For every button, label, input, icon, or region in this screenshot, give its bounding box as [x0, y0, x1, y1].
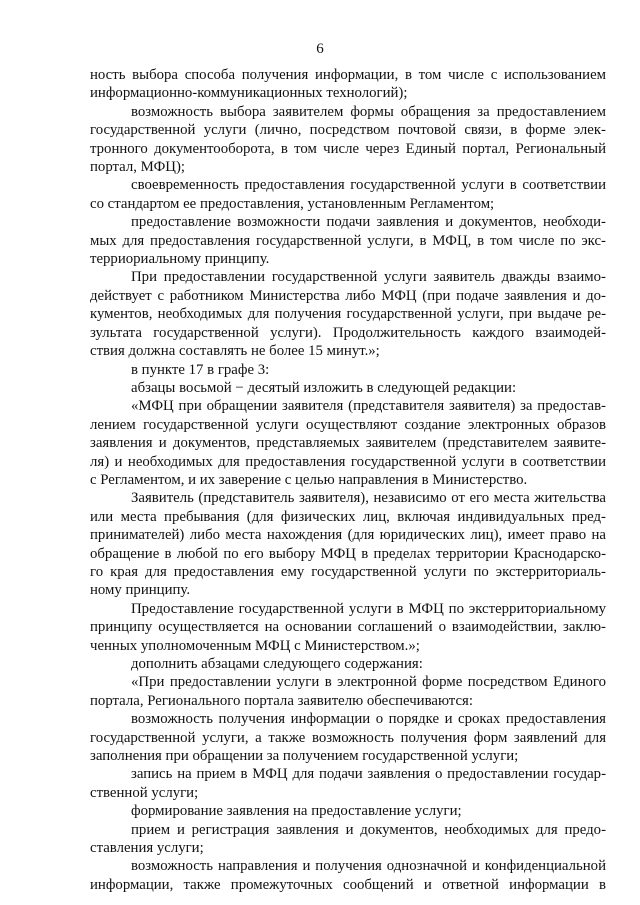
text-line: формирование заявления на предоставление услуги; — [131, 803, 462, 820]
text-line: терриориальному принципу. — [90, 251, 270, 268]
text-line: ность выбора способа получения информации, в том числе с использованием — [90, 67, 606, 83]
text-line: или места пребывания (для физических лиц, включая индивидуальных пред- — [90, 508, 606, 525]
text-line: абзацы восьмой − десятый изложить в следующей редакции: — [131, 379, 517, 396]
text-line: действует с работником Министерства либо МФЦ (при подаче заявления и до- — [90, 287, 606, 304]
text-line: Предоставление государственной услуги в МФЦ по экстерриториальному — [131, 600, 606, 617]
text-line: кументов, необходимых для получения государственной услуги, при выдаче ре- — [90, 306, 606, 323]
text-line: «При предоставлении услуги в электронной форме посредством Единого — [131, 674, 606, 691]
text-line: Заявитель (представитель заявителя), независимо от его места жительства — [131, 490, 606, 507]
text-line: информации, также промежуточных сообщений и ответной информации в — [90, 876, 606, 893]
text-line: «МФЦ при обращении заявителя (представителя заявителя) за предостав- — [131, 398, 606, 415]
text-line: портал, МФЦ); — [90, 159, 186, 176]
text-line: зультата государственной услуги). Продолжительность каждого взаимодей- — [90, 324, 606, 341]
page-number: 6 — [316, 41, 324, 57]
text-line: своевременность предоставления государственной услуги в соответствии — [131, 177, 606, 194]
text-line: ному принципу. — [90, 582, 191, 599]
text-line: государственной услуги, а также возможность получения форм заявлений для — [90, 729, 606, 746]
text-line: го края для предоставления ему государственной услуги по экстерриториаль- — [90, 563, 606, 580]
text-line: ля) и необходимых для предоставления государственной услуги в соответствии — [90, 453, 606, 470]
text-line: принимателей) либо места нахождения (для юридических лиц), имеет право на — [90, 527, 606, 544]
text-line: со стандартом ее предоставления, установленным Регламентом; — [90, 195, 495, 212]
text-line: ставления услуги; — [90, 840, 204, 857]
text-line: заполнения при обращении за получением государственной услуги; — [90, 748, 519, 765]
text-line: дополнить абзацами следующего содержания: — [131, 656, 423, 672]
text-line: мых для предоставления государственной услуги, в МФЦ, в том числе по экс- — [90, 232, 606, 249]
text-line: запись на прием в МФЦ для подачи заявления о предоставлении государ- — [131, 766, 606, 783]
text-line: государственной услуги (лично, посредством почтовой связи, в форме элек- — [90, 122, 606, 139]
text-line: возможность выбора заявителем формы обращения за предоставлением — [131, 103, 606, 120]
text-line: ченных уполномоченным МФЦ с Министерством.»; — [90, 637, 420, 654]
text-line: При предоставлении государственной услуги заявитель дважды взаимо- — [131, 269, 606, 286]
text-line: прием и регистрация заявления и документов, необходимых для предо- — [131, 821, 606, 838]
text-line: ствия должна составлять не более 15 минут.»; — [90, 343, 380, 360]
text-line: ственной услуги; — [90, 784, 199, 801]
text-line: заявления и документов, представляемых заявителем (представителем заявите- — [90, 435, 606, 452]
text-line: возможность получения информации о порядке и сроках предоставления — [131, 711, 606, 728]
text-line: с Регламентом, и их заверение с целью направления в Министерство. — [90, 471, 528, 488]
text-line: тронного документооборота, в том числе через Единый портал, Региональный — [90, 140, 606, 157]
text-line: лением государственной услуги осуществляют создание электронных образов — [90, 416, 606, 433]
text-line: информационно-коммуникационных технологий); — [90, 85, 408, 102]
text-line: обращение в любой по его выбору МФЦ в пределах территории Краснодарско- — [90, 545, 606, 562]
document-body — [90, 66, 606, 894]
text-line: в пункте 17 в графе 3: — [131, 361, 270, 378]
text-line: возможность направления и получения однозначной и конфиденциальной — [131, 858, 606, 875]
text-line: предоставление возможности подачи заявления и документов, необходи- — [131, 214, 606, 231]
text-line: принципу осуществляется на основании соглашений о взаимодействии, заклю- — [90, 619, 606, 636]
text-line: портала, Регионального портала заявителю обеспечиваются: — [90, 692, 473, 709]
